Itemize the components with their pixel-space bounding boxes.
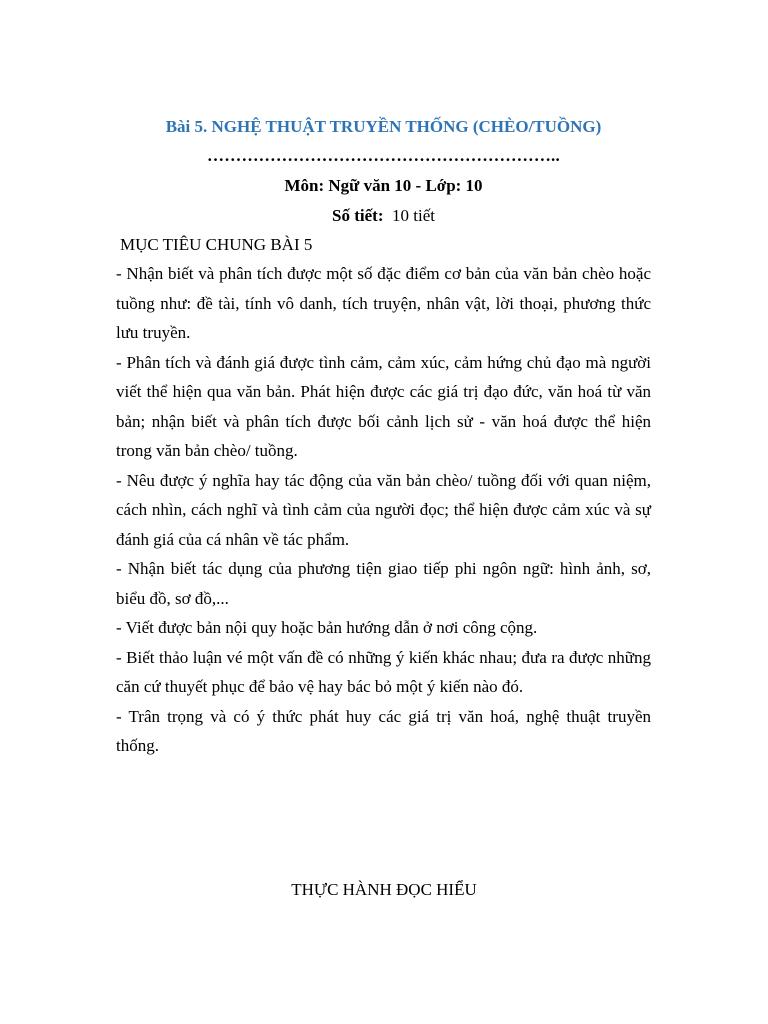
objective-item: - Nêu được ý nghĩa hay tác động của văn bản chèo/ tuồng đối với quan niệm, cách nhìn, cách nghĩ và tình cảm của người đọc; thể hiện được cảm xúc và sự đánh giá của cá nhân về tác phẩm.: [116, 470, 651, 549]
objective-item: - Biết thảo luận vé một vấn đề có những ý kiến khác nhau; đưa ra được những căn cứ thuyết phục để bảo vệ hay bác bỏ một ý kiến nào đó.: [116, 647, 651, 696]
practice-heading: THỰC HÀNH ĐỌC HIỂU: [291, 880, 477, 899]
periods-label: Số tiết:: [332, 206, 384, 225]
periods-value: 10 tiết: [392, 206, 435, 225]
dotted-line: ……………………………………………………..: [207, 146, 560, 165]
objective-item: - Nhận biết và phân tích được một số đặc điểm cơ bản của văn bản chèo hoặc tuồng như: đề tài, tính vô danh, tích truyện, nhân vật, lời thoại, phương thức lưu truyền.: [116, 264, 651, 342]
objective-item: - Trân trọng và có ý thức phát huy các giá trị văn hoá, nghệ thuật truyền thống.: [116, 706, 651, 755]
objective-item: - Viết được bản nội quy hoặc bản hướng dẫn ở nơi công cộng.: [116, 618, 538, 637]
periods-line: [116, 201, 651, 230]
objective-item: - Nhận biết tác dụng của phương tiện giao tiếp phi ngôn ngữ: hình ảnh, sơ, biểu đồ, sơ đồ,...: [116, 559, 651, 608]
document-body: [116, 113, 651, 761]
subject-line: Môn: Ngữ văn 10 - Lớp: 10: [284, 176, 483, 195]
objectives-heading: MỤC TIÊU CHUNG BÀI 5: [120, 235, 313, 254]
objective-item: - Phân tích và đánh giá được tình cảm, cảm xúc, cảm hứng chủ đạo mà người viết thể hiện qua văn bản. Phát hiện được các giá trị đạo đức, văn hoá từ văn bản; nhận biết và phân tích được bối cảnh lịch sử - văn hoá được thể hiện trong văn bản chèo/ tuồng.: [116, 352, 651, 460]
lesson-title: Bài 5. NGHỆ THUẬT TRUYỀN THỐNG (CHÈO/TUỒNG): [165, 117, 602, 136]
